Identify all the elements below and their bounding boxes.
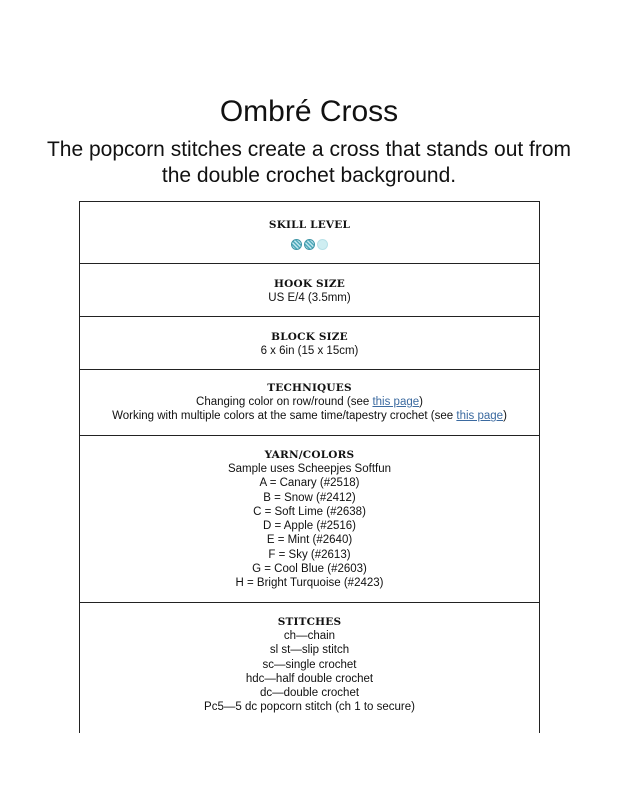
yarn-line: A = Canary (#2518) [259,477,360,490]
yarn-line: E = Mint (#2640) [266,534,353,547]
block-size-section [80,317,539,370]
technique-text-end: ) [419,396,423,408]
technique-link[interactable]: this page [456,410,504,423]
yarn-ball-icon [291,239,302,250]
yarn-ball-outline-icon [317,239,328,250]
yarn-line: C = Soft Lime (#2638) [253,505,366,518]
stitch-line: dc—double crochet [259,687,360,700]
yarn-line: H = Bright Turquoise (#2423) [235,577,384,590]
yarn-line: D = Apple (#2516) [262,520,357,533]
page-title: Ombré Cross [219,95,399,128]
hook-size-heading: HOOK SIZE [274,278,345,290]
skill-level-section [80,202,539,264]
technique-text: Changing color on row/round (see [196,396,373,408]
technique-text-end: ) [503,410,507,423]
yarn-line: G = Cool Blue (#2603) [252,563,367,576]
technique-text: Working with multiple colors at the same time/tapestry crochet (see [112,410,457,423]
hook-size-section [80,264,539,317]
yarn-line: B = Snow (#2412) [263,491,356,504]
skill-level-heading: SKILL LEVEL [268,219,351,231]
stitch-line: Pc5—5 dc popcorn stitch (ch 1 to secure) [204,701,415,714]
pattern-info-table [79,201,540,733]
yarn-colors-heading: YARN/COLORS [264,449,355,461]
block-size-value: 6 x 6in (15 x 15cm) [260,345,359,357]
yarn-line: Sample uses Scheepjes Softfun [227,463,392,475]
block-size-heading: BLOCK SIZE [271,331,348,343]
yarn-ball-icon [304,239,315,250]
stitch-line: sc—single crochet [262,658,357,671]
techniques-section [80,370,539,436]
yarn-line: F = Sky (#2613) [268,548,351,561]
stitches-section [80,603,539,733]
stitch-line: ch—chain [283,630,336,642]
page-subtitle: The popcorn stitches create a cross that stands out from the double crochet background. [46,138,572,187]
techniques-heading: TECHNIQUES [267,382,352,394]
stitches-heading: STITCHES [277,616,342,628]
skill-level-indicator [84,239,535,250]
hook-size-value: US E/4 (3.5mm) [268,292,351,304]
technique-line [84,395,535,409]
technique-line [84,409,535,423]
stitch-line: hdc—half double crochet [245,672,374,685]
stitch-line: sl st—slip stitch [269,644,350,657]
yarn-colors-section [80,436,539,603]
technique-link[interactable]: this page [372,396,420,408]
